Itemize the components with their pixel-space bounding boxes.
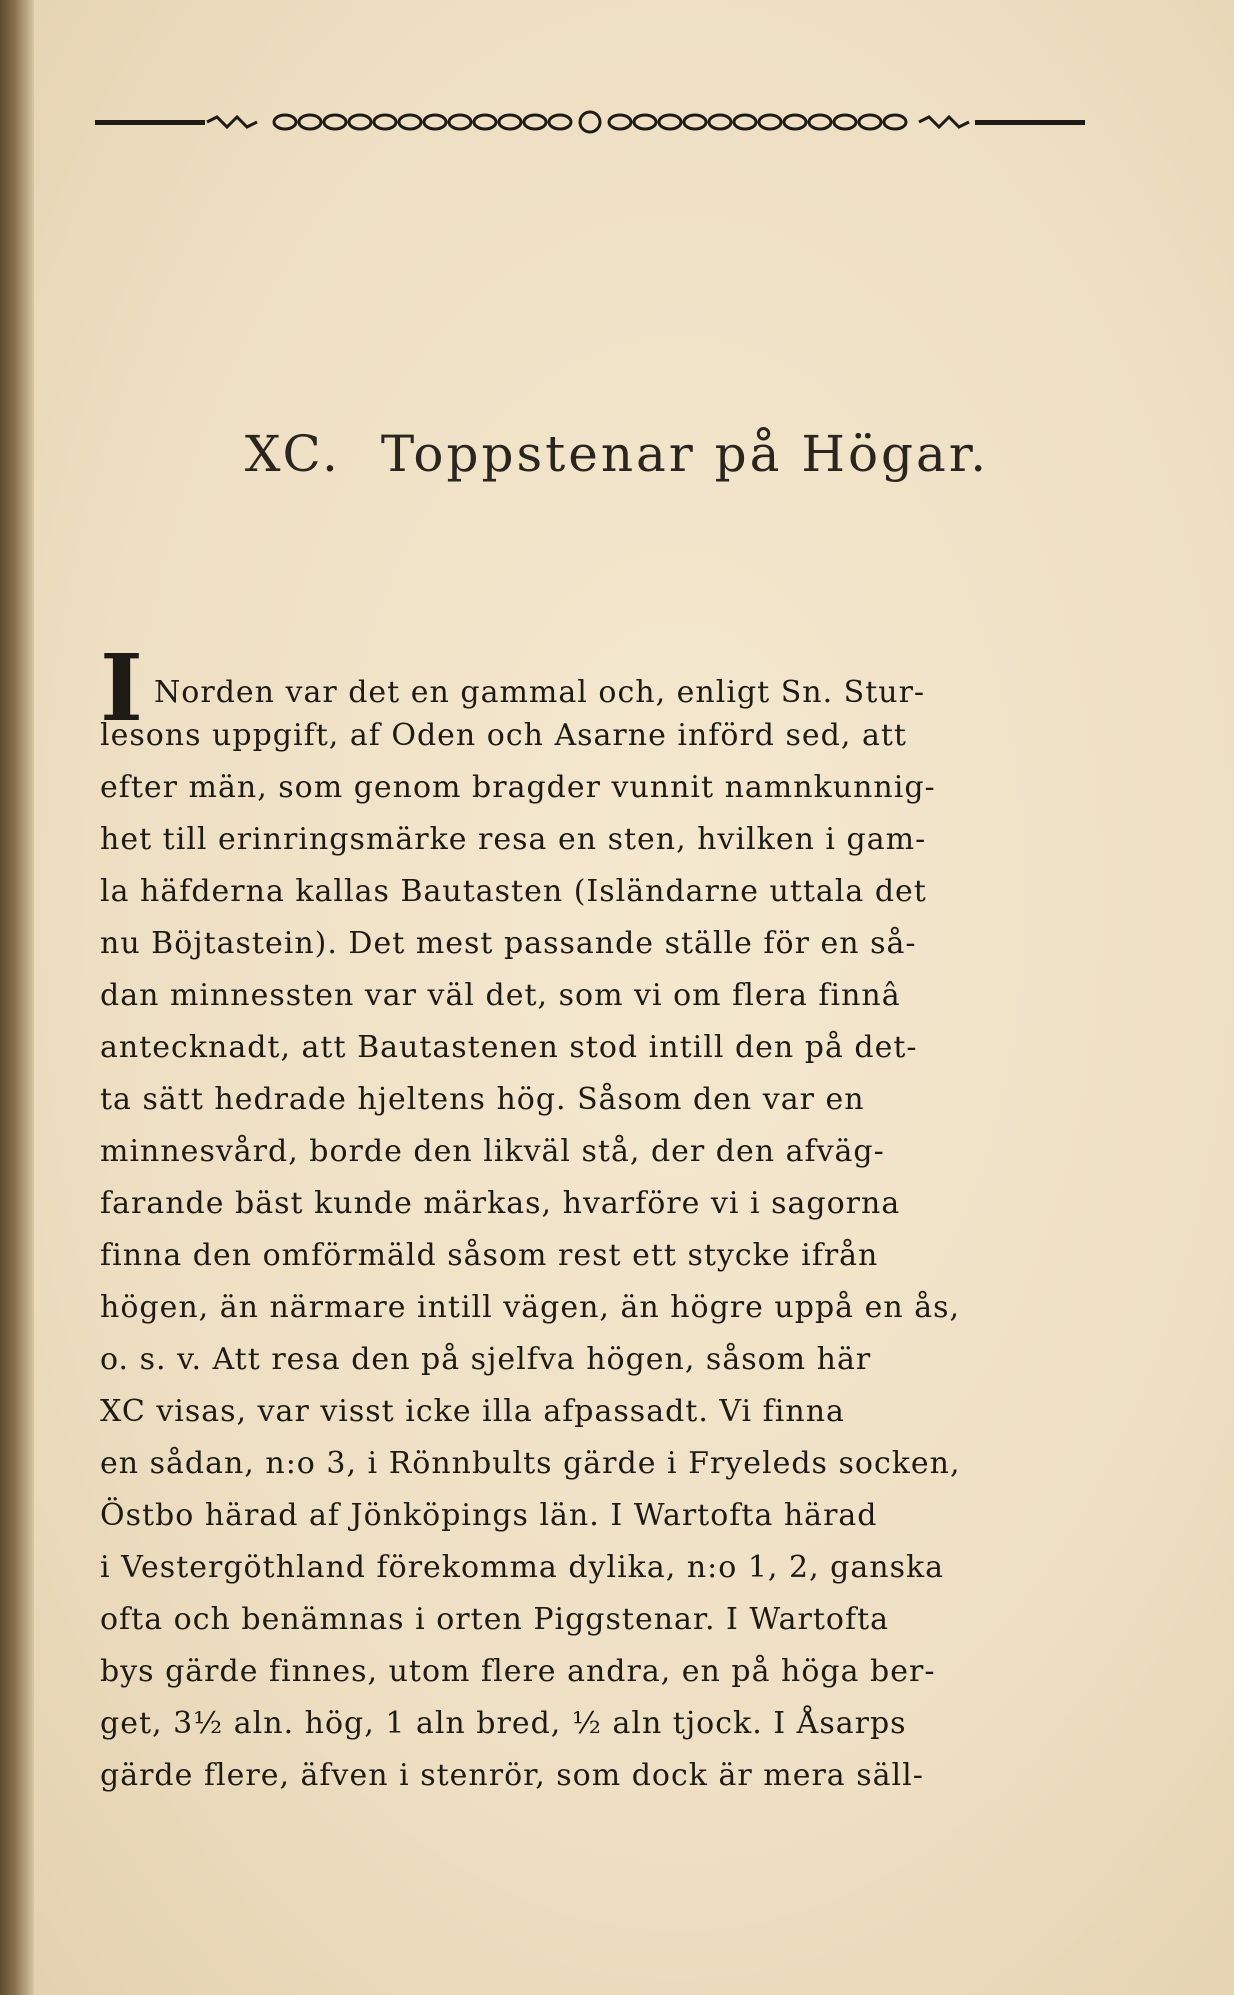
chapter-title: Toppstenar på Högar. bbox=[380, 425, 990, 483]
line-text: nu Böjtastein). Det mest passande ställe för en så- bbox=[100, 926, 917, 961]
line-text: o. s. v. Att resa den på sjelfva högen, såsom här bbox=[100, 1342, 872, 1377]
text-line bbox=[100, 1386, 1070, 1438]
text-line bbox=[100, 1646, 1070, 1698]
text-line bbox=[100, 1230, 1070, 1282]
text-line bbox=[100, 918, 1070, 970]
text-line bbox=[100, 1074, 1070, 1126]
text-line bbox=[100, 1750, 1070, 1802]
text-line bbox=[100, 1022, 1070, 1074]
book-spine-edge bbox=[0, 0, 34, 1995]
line-text: XC visas, var visst icke illa afpassadt. Vi finna bbox=[100, 1394, 845, 1429]
text-line bbox=[100, 1698, 1070, 1750]
text-line bbox=[100, 1282, 1070, 1334]
text-line bbox=[100, 814, 1070, 866]
line-text: antecknadt, att Bautastenen stod intill den på det- bbox=[100, 1030, 918, 1065]
text-line bbox=[100, 1334, 1070, 1386]
line-text: minnesvård, borde den likväl stå, der den afväg- bbox=[100, 1134, 885, 1169]
line-text: dan minnessten var väl det, som vi om flera finnâ bbox=[100, 978, 901, 1013]
line-text: farande bäst kunde märkas, hvarföre vi i sagorna bbox=[100, 1186, 901, 1221]
line-text: gärde flere, äfven i stenrör, som dock är mera säll- bbox=[100, 1758, 924, 1793]
line-text: bys gärde finnes, utom flere andra, en på höga ber- bbox=[100, 1654, 936, 1689]
text-line bbox=[100, 1594, 1070, 1646]
text-line bbox=[100, 710, 1070, 762]
chapter-number: XC. bbox=[244, 425, 341, 483]
chapter-heading bbox=[0, 425, 1234, 483]
text-line bbox=[100, 1126, 1070, 1178]
line-text: lesons uppgift, af Oden och Asarne införd sed, att bbox=[100, 718, 907, 753]
line-text: la häfderna kallas Bautasten (Isländarne uttala det bbox=[100, 874, 927, 909]
line-text: i Vestergöthland förekomma dylika, n:o 1, 2, ganska bbox=[100, 1550, 945, 1585]
line-text: en sådan, n:o 3, i Rönnbults gärde i Fryeleds socken, bbox=[100, 1446, 961, 1481]
text-line bbox=[100, 762, 1070, 814]
decorative-rule-icon bbox=[95, 108, 1085, 136]
line-text: Norden var det en gammal och, enligt Sn. Stur- bbox=[154, 675, 926, 710]
text-line bbox=[100, 1438, 1070, 1490]
text-line bbox=[100, 1542, 1070, 1594]
line-text: het till erinringsmärke resa en sten, hvilken i gam- bbox=[100, 822, 927, 857]
line-text: ofta och benämnas i orten Piggstenar. I Wartofta bbox=[100, 1602, 890, 1637]
line-text: efter män, som genom bragder vunnit namnkunnig- bbox=[100, 770, 936, 805]
text-line bbox=[100, 1490, 1070, 1542]
line-text: högen, än närmare intill vägen, än högre uppå en ås, bbox=[100, 1290, 961, 1325]
text-line bbox=[100, 1178, 1070, 1230]
drop-cap: I bbox=[100, 634, 145, 742]
line-text: ta sätt hedrade hjeltens hög. Såsom den var en bbox=[100, 1082, 865, 1117]
text-line bbox=[100, 866, 1070, 918]
text-line bbox=[100, 970, 1070, 1022]
body-paragraph bbox=[100, 634, 1070, 1802]
line-text: get, 3½ aln. hög, 1 aln bred, ½ aln tjock. I Åsarps bbox=[100, 1706, 907, 1741]
line-text: Östbo härad af Jönköpings län. I Wartofta härad bbox=[100, 1498, 878, 1533]
line-text: finna den omförmäld såsom rest ett stycke ifrån bbox=[100, 1238, 879, 1273]
